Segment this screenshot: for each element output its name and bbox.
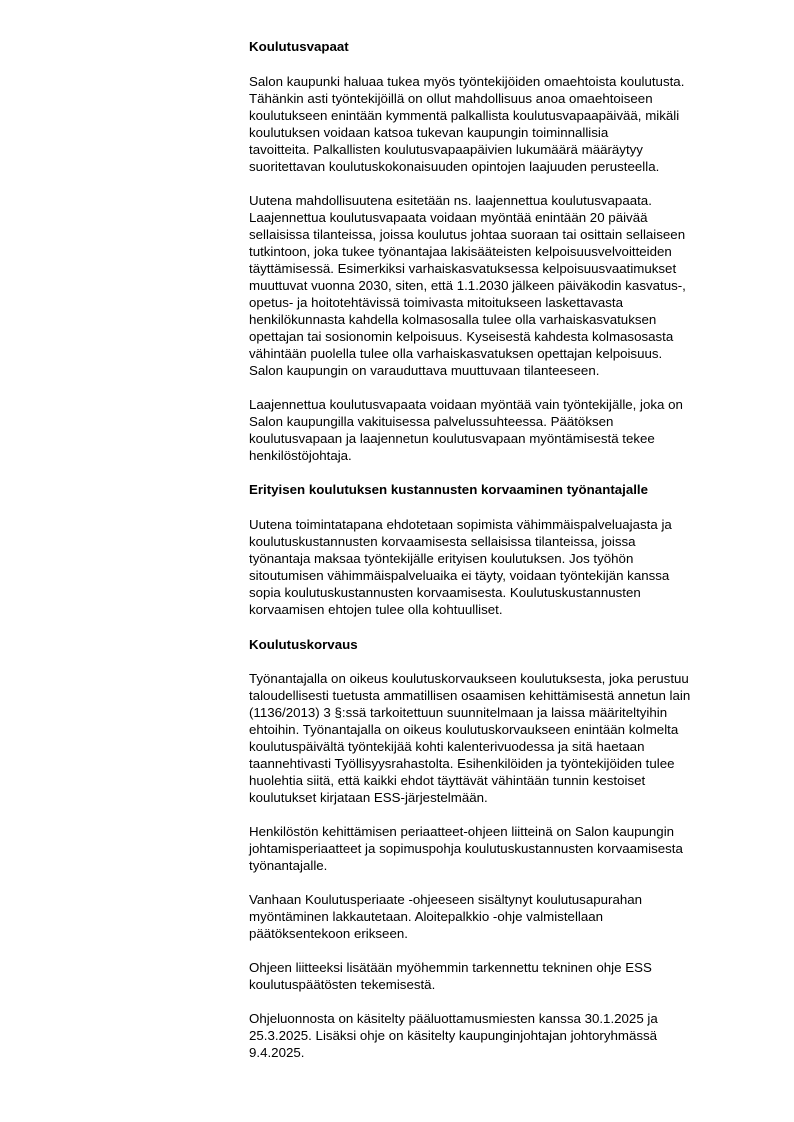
paragraph	[249, 73, 739, 175]
paragraph	[249, 670, 739, 806]
text-line: päätöksentekoon erikseen.	[249, 926, 408, 941]
text-line: Ohjeen liitteeksi lisätään myöhemmin tarkennettu tekninen ohje ESS	[249, 960, 652, 975]
text-line: Uutena mahdollisuutena esitetään ns. laajennettua koulutusvapaata.	[249, 193, 652, 208]
text-line: vähintään puolella tulee olla varhaiskasvatuksen opettajan kelpoisuus.	[249, 346, 663, 361]
text-line: Henkilöstön kehittämisen periaatteet-ohjeen liitteinä on Salon kaupungin	[249, 824, 675, 839]
text-line: Laajennettua koulutusvapaata voidaan myöntää enintään 20 päivää	[249, 210, 648, 225]
paragraph	[249, 396, 739, 464]
text-line: 9.4.2025.	[249, 1045, 305, 1060]
text-line: sopia koulutuskustannusten korvaamisesta. Koulutuskustannusten	[249, 585, 641, 600]
text-line: koulutuspäätösten tekemisestä.	[249, 977, 436, 992]
text-line: henkilöstöjohtaja.	[249, 448, 352, 463]
text-line: koulutusvapaan ja laajennetun koulutusvapaan myöntämisestä tekee	[249, 431, 655, 446]
text-line: myöntäminen lakkautetaan. Aloitepalkkio -ohje valmistellaan	[249, 909, 604, 924]
text-line: taannehtivasti Työllisyysrahastolta. Esihenkilöiden ja työntekijöiden tulee	[249, 756, 675, 771]
paragraph	[249, 823, 739, 874]
paragraph	[249, 1010, 739, 1061]
text-line: (1136/2013) 3 §:ssä tarkoitettuun suunnitelmaan ja laissa määriteltyihin	[249, 705, 668, 720]
text-line: sellaisissa tilanteissa, joissa koulutus johtaa suoraan tai osittain sellaiseen	[249, 227, 686, 242]
text-line: 25.3.2025. Lisäksi ohje on käsitelty kaupunginjohtajan johtoryhmässä	[249, 1028, 658, 1043]
text-line: suoritettavan koulutuskokonaisuuden opintojen laajuuden perusteella.	[249, 159, 660, 174]
text-line: muuttuvat vuonna 2030, siten, että 1.1.2030 jälkeen päiväkodin kasvatus-,	[249, 278, 686, 293]
text-line: taloudellisesti tuetusta ammatillisen osaamisen kehittämisestä annetun lain	[249, 688, 691, 703]
text-line: työnantajalle.	[249, 858, 328, 873]
text-line: sitoutumisen vähimmäispalveluaika ei täyty, voidaan työntekijän kanssa	[249, 568, 670, 583]
text-line: Salon kaupunki haluaa tukea myös työntekijöiden omaehtoista koulutusta.	[249, 74, 685, 89]
text-line: huolehtia siitä, että kaikki ehdot täyttävät vähintään tunnin kestoiset	[249, 773, 646, 788]
text-line: työnantaja maksaa työntekijälle erityisen koulutuksen. Jos työhön	[249, 551, 634, 566]
paragraph	[249, 959, 739, 993]
text-line: Tähänkin asti työntekijöillä on ollut mahdollisuus anoa omaehtoiseen	[249, 91, 653, 106]
paragraph	[249, 516, 739, 618]
paragraph	[249, 192, 739, 379]
text-line: koulutuksen voidaan katsoa tukevan kaupungin toiminnallisia	[249, 125, 609, 140]
text-line: johtamisperiaatteet ja sopimuspohja koulutuskustannusten korvaamisesta	[249, 841, 683, 856]
text-line: koulutukset kirjataan ESS-järjestelmään.	[249, 790, 488, 805]
text-line: koulutuskustannusten korvaamisesta sellaisissa tilanteissa, joissa	[249, 534, 636, 549]
text-line: opetus- ja hoitotehtävissä toimivasta mitoitukseen laskettavasta	[249, 295, 623, 310]
text-line: tavoitteita. Palkallisten koulutusvapaapäivien lukumäärä määräytyy	[249, 142, 643, 157]
text-line: ehtoihin. Työnantajalla on oikeus koulutuskorvaukseen enintään kolmelta	[249, 722, 679, 737]
section-heading: Koulutuskorvaus	[249, 637, 358, 652]
section-heading: Erityisen koulutuksen kustannusten korvaaminen työnantajalle	[249, 482, 649, 497]
text-line: Työnantajalla on oikeus koulutuskorvaukseen koulutuksesta, joka perustuu	[249, 671, 689, 686]
text-line: Laajennettua koulutusvapaata voidaan myöntää vain työntekijälle, joka on	[249, 397, 683, 412]
text-line: Ohjeluonnosta on käsitelty pääluottamusmiesten kanssa 30.1.2025 ja	[249, 1011, 658, 1026]
text-line: henkilökunnasta kahdella kolmasosalla tulee olla varhaiskasvatuksen	[249, 312, 657, 327]
text-line: Salon kaupungin on varauduttava muuttuvaan tilanteeseen.	[249, 363, 600, 378]
section-heading: Koulutusvapaat	[249, 39, 349, 54]
text-line: Vanhaan Koulutusperiaate -ohjeeseen sisältynyt koulutusapurahan	[249, 892, 643, 907]
text-line: korvaamisen ehtojen tulee olla kohtuulliset.	[249, 602, 503, 617]
text-line: koulutuspäivältä työntekijää kohti kalenterivuodessa ja sitä haetaan	[249, 739, 645, 754]
text-line: koulutukseen enintään kymmentä palkallista koulutusvapaapäivää, mikäli	[249, 108, 680, 123]
text-line: Uutena toimintatapana ehdotetaan sopimista vähimmäispalveluajasta ja	[249, 517, 672, 532]
text-line: Salon kaupungilla vakituisessa palvelussuhteessa. Päätöksen	[249, 414, 614, 429]
text-line: opettajan tai sosionomin kelpoisuus. Kyseisestä kahdesta kolmasosasta	[249, 329, 674, 344]
text-line: täyttämisessä. Esimerkiksi varhaiskasvatuksessa kelpoisuusvaatimukset	[249, 261, 677, 276]
document-page	[249, 38, 739, 1061]
paragraph	[249, 891, 739, 942]
text-line: tutkintoon, joka tukee työnantajaa lakisääteisten kelpoisuusvelvoitteiden	[249, 244, 672, 259]
